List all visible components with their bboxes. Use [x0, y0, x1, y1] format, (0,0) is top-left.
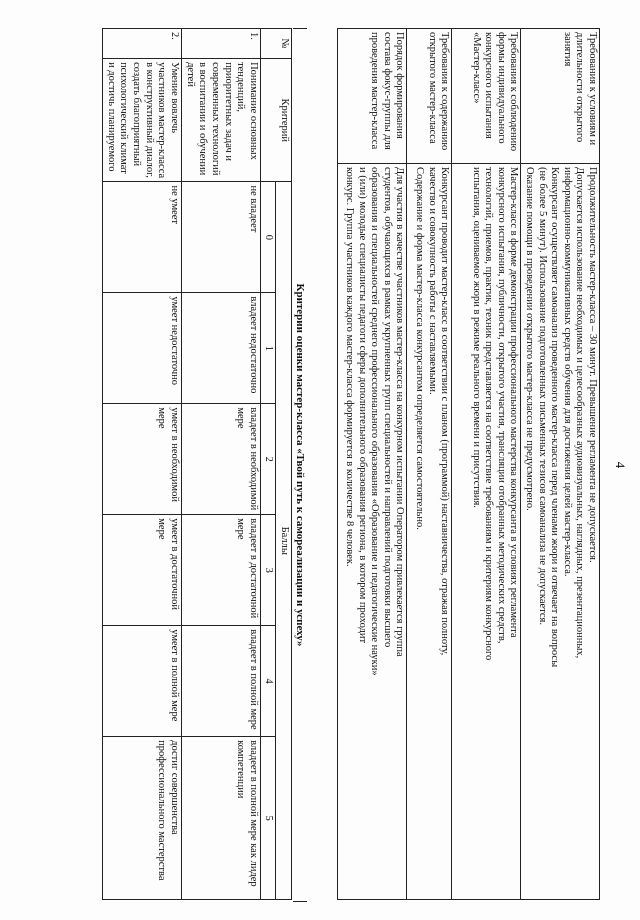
- header-score: 4: [260, 626, 276, 737]
- score-cell: умеет в необходимой мере: [102, 404, 181, 515]
- score-cell: владеет в полной мере как лидер компетенции: [181, 737, 260, 900]
- table-row: [452, 29, 521, 900]
- text-line: испытания, оцениваемое жюри в режиме реального времени и присутствия.: [470, 167, 482, 508]
- row-label: Требования к условиям и длительности открытого занятия: [521, 29, 600, 164]
- row-num: 1.: [181, 29, 260, 59]
- header-score: 5: [260, 737, 276, 900]
- score-cell: умеет в достаточной мере: [102, 515, 181, 626]
- text-line: Для участия в качестве участников мастер-класса на конкурном испытании Оператором привлекается группа: [394, 167, 406, 657]
- header-score: 2: [260, 404, 276, 515]
- score-cell: умеет недостаточно: [102, 293, 181, 404]
- text-line: студентов, обучающихся в рамках укрупненных групп специальностей и направлений подготовки высшего: [381, 167, 393, 648]
- score-cell: не умеет: [102, 182, 181, 293]
- text-line: конкурс. Группа участников каждого мастер-класса формируется в количестве 8 человек.: [344, 167, 356, 567]
- text-line: Допускается использование необходимых и целесообразных аудиовизуальных, наглядных, презентационных,: [574, 167, 586, 659]
- score-cell: умеет в полной мере: [102, 626, 181, 737]
- text-line: конкурсного испытания, публичности, открытого участия, трансляции отобранных методических средств,: [495, 167, 507, 644]
- table-row: [338, 29, 407, 900]
- criteria-title: Критерии оценки мастер-класса «Твой путь к самореализации и успеху»: [293, 28, 307, 902]
- text-line: Конкурсант проводит мастер-класс в соответствии с планом (программой) наставничества, отражая полноту,: [439, 167, 451, 656]
- header-num: №: [260, 29, 291, 59]
- text-line: Оказание помощи в проведении открытого мастер-класса не предусмотрено.: [524, 167, 536, 511]
- table-row: [102, 29, 181, 900]
- row-num: 2.: [102, 29, 181, 59]
- header-score: 1: [260, 293, 276, 404]
- page-number: 4: [613, 461, 628, 469]
- table-header-row: [276, 29, 292, 900]
- row-content: [338, 164, 407, 900]
- score-cell: владеет в необходимой мере: [181, 404, 260, 515]
- row-content: [452, 164, 521, 900]
- row-label: Требования к соблюдению формы индивидуального конкурсного испытания «Мастер-класс»: [452, 29, 521, 164]
- text-line: образования и специальностей среднего профессионального образования «Образование и педагогические науки»: [369, 167, 381, 676]
- text-line: качество и совокупность работы с наставляемыми.: [426, 167, 438, 395]
- requirements-table: [337, 28, 600, 900]
- text-line: Продолжительность мастер-класса – 30 минут. Превышение регламента не допускается.: [587, 167, 598, 563]
- row-content: [407, 164, 452, 900]
- row-label: Требования к содержанию открытого мастер-класса: [407, 29, 452, 164]
- text-line: Конкурсант осуществляет самоанализ проведенного мастер-класса перед членами жюри и отвечает на вопросы: [549, 167, 561, 668]
- header-points: Баллы: [276, 182, 292, 900]
- score-cell: владеет недостаточно: [181, 293, 260, 404]
- score-cell: владеет в достаточной мере: [181, 515, 260, 626]
- table-row: [181, 29, 260, 900]
- text-line: информационно-коммуникативных средств обучения для достижения целей мастер-класса.: [561, 167, 573, 577]
- score-cell: владеет в полной мере: [181, 626, 260, 737]
- text-line: (не более 5 минут). Использование подготовленных письменных тезисов самоанализа не допускается.: [536, 167, 548, 625]
- table-row: [407, 29, 452, 900]
- table-row: [521, 29, 600, 900]
- row-content: [521, 164, 600, 900]
- header-criterion: Критерий: [260, 59, 291, 182]
- score-cell: достиг совершенства профессионального мастерства: [102, 737, 181, 900]
- text-line: технологий, приемов, практик, техник представляется на соответствие требованиям и критериям конкурсного: [483, 167, 495, 661]
- header-score: 3: [260, 515, 276, 626]
- text-line: Содержание и форма мастер-класса конкурсантом определяется самостоятельно.: [414, 167, 426, 530]
- text-line: Мастер-класс в форме демонстрации профессионального мастерства конкурсанта в условиях регламента: [508, 167, 520, 638]
- row-criterion: Понимание основных тенденций, приоритетных задач и современных технологий в воспитании и обучении детей: [181, 59, 260, 182]
- score-cell: не владеет: [181, 182, 260, 293]
- text-line: и (или) молодые специалисты педагоги сферы дополнительного образования региона, в котором проходит: [356, 167, 368, 644]
- header-score: 0: [260, 182, 276, 293]
- row-label: Порядок формирования состава фокус-группы для проведения мастер-класса: [338, 29, 407, 164]
- criteria-table: [102, 28, 292, 900]
- row-criterion: Умение вовлечь участников мастер-класса в конструктивный диалог, создать благоприятный психологический климат и достичь планируемого: [102, 59, 181, 182]
